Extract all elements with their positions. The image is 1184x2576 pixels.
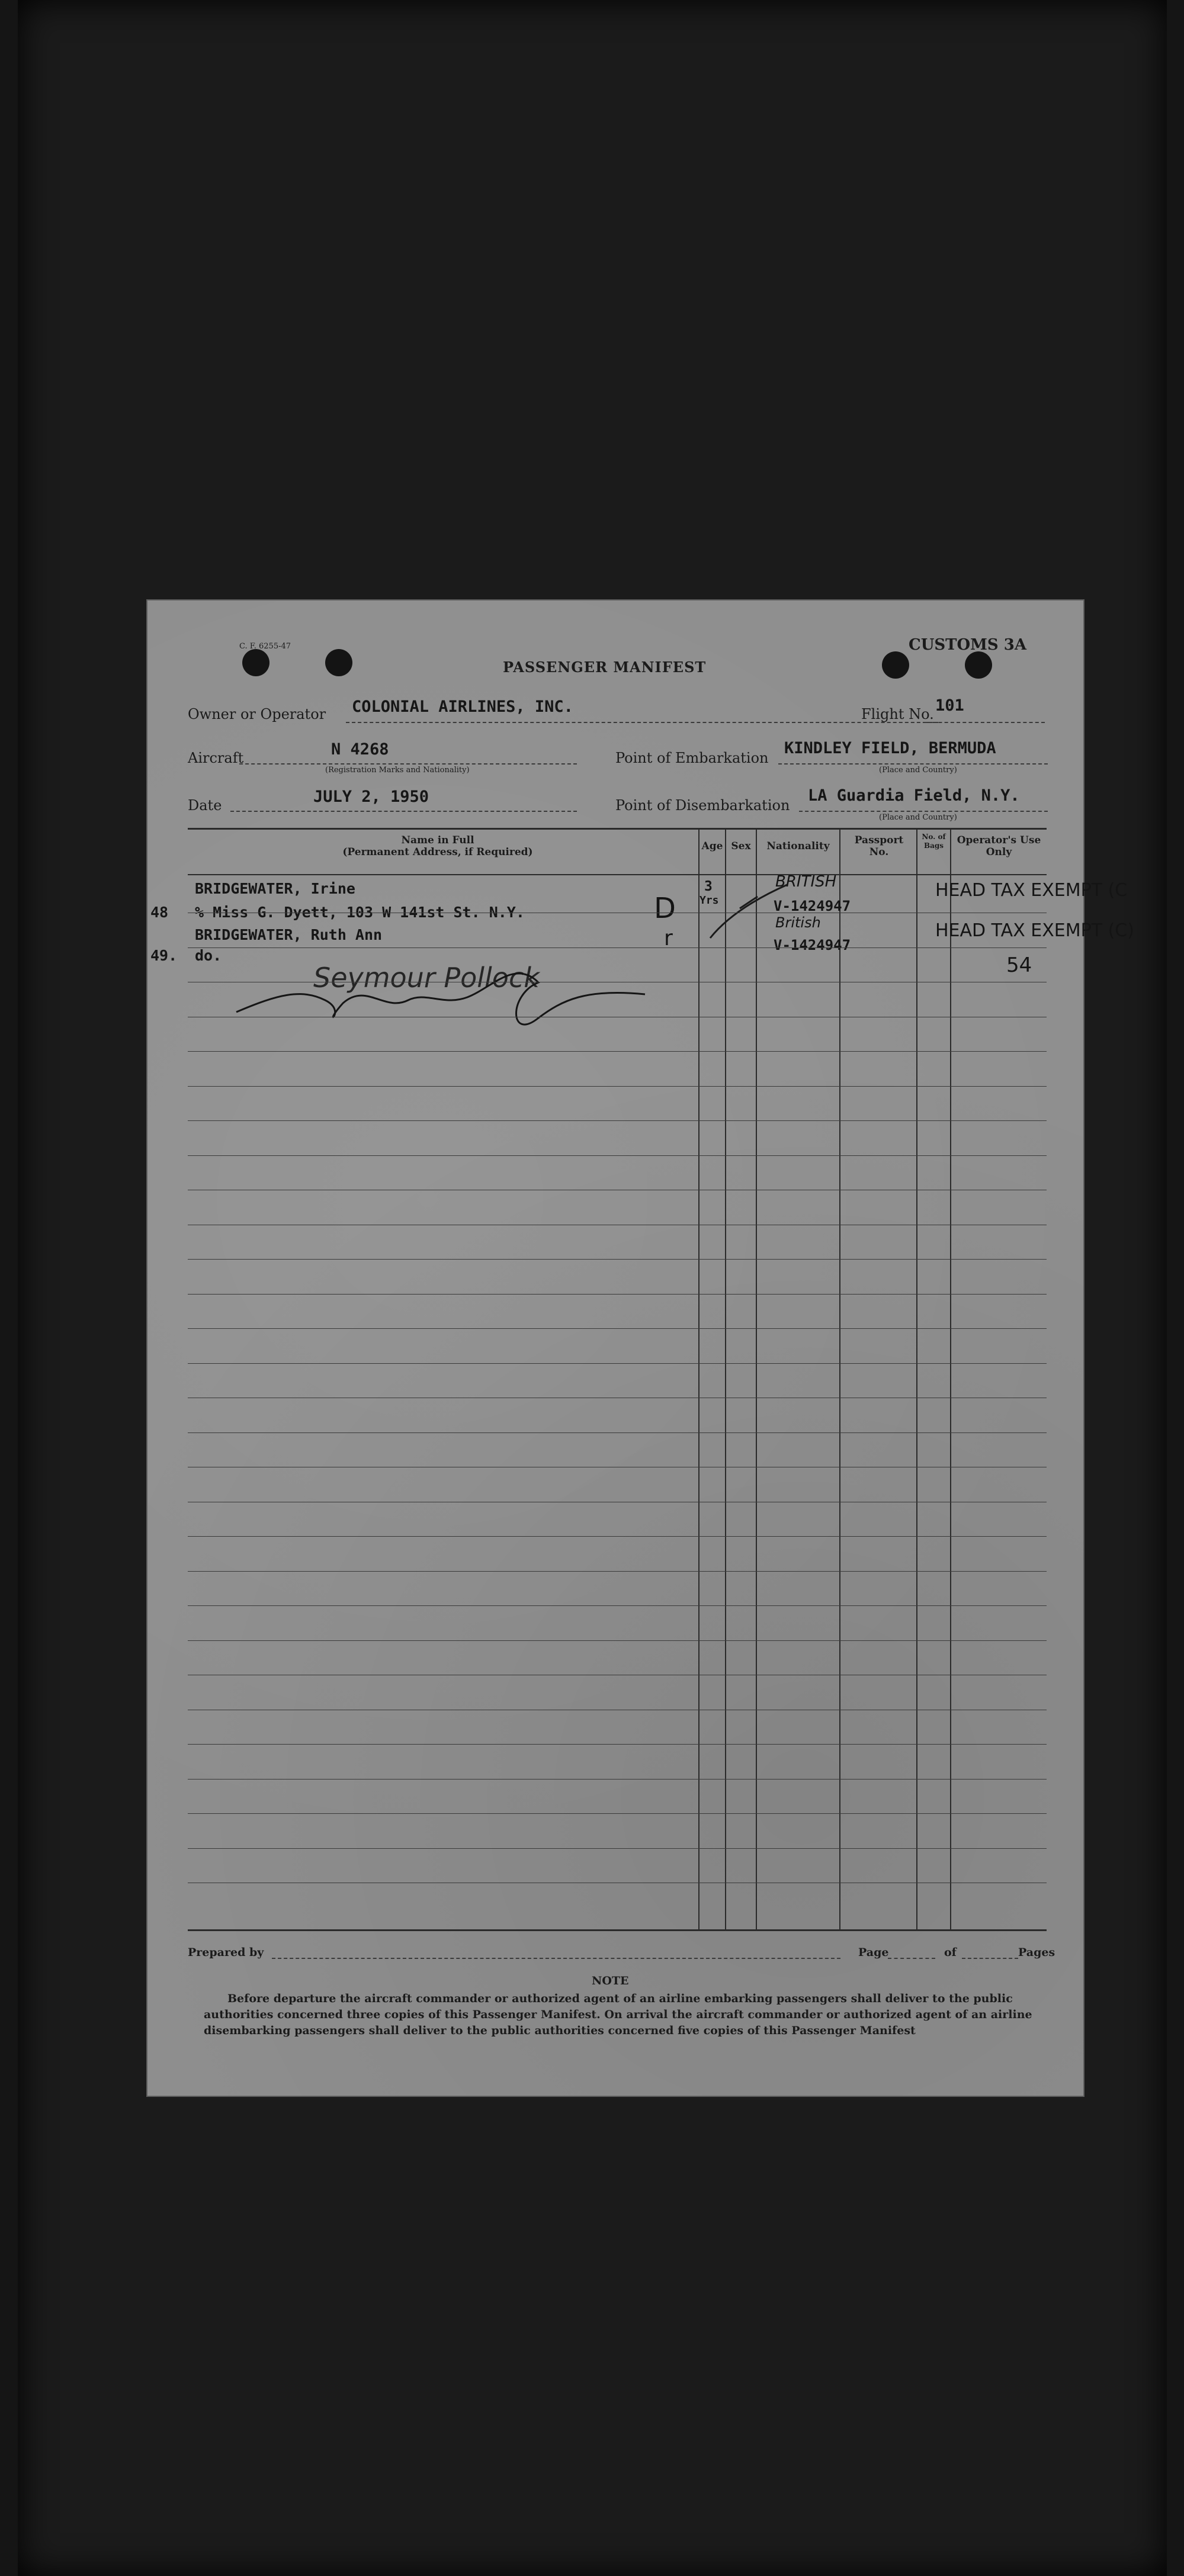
signature-mark bbox=[230, 947, 657, 1042]
row1-margin-number: 48 bbox=[150, 904, 169, 921]
date-underline bbox=[230, 811, 577, 812]
table-rule bbox=[188, 1605, 1047, 1606]
owner-underline bbox=[346, 722, 938, 723]
col-header-bags: No. of Bags bbox=[922, 833, 946, 850]
row2-nationality: British bbox=[775, 914, 821, 931]
table-rule bbox=[188, 1813, 1047, 1814]
note-text: Before departure the aircraft commander or authorized agent of an airline embarking passengers shall deliver to the public authorities concerned three copies of this Passenger Manifest. On arrival the aircraft commander or authorized agent of an airline disembarking passengers shall deliver to the public authorities concerned five copies of this Passenger Manifest bbox=[204, 1992, 1032, 2037]
table-rule bbox=[188, 1120, 1047, 1121]
table-rule bbox=[188, 1328, 1047, 1329]
table-rule bbox=[188, 1536, 1047, 1537]
aircraft-underline bbox=[239, 763, 577, 765]
table-rule bbox=[188, 1155, 1047, 1156]
col-header-age: Age bbox=[701, 840, 723, 852]
prepared-by-label: Prepared by bbox=[188, 1946, 264, 1959]
col-header-passport: Passport No. bbox=[854, 834, 904, 858]
table-rule bbox=[188, 947, 1047, 948]
row2-margin-number: 49. bbox=[150, 947, 178, 964]
aircraft-label: Aircraft bbox=[188, 750, 244, 766]
owner-label: Owner or Operator bbox=[188, 706, 326, 722]
col-divider-operator bbox=[950, 828, 951, 1929]
row1-passport: V-1424947 bbox=[774, 898, 851, 914]
punch-hole-left-1 bbox=[242, 649, 269, 676]
of-label: of bbox=[944, 1946, 957, 1959]
table-rule bbox=[188, 1259, 1047, 1260]
row1-handmark: D bbox=[654, 892, 676, 925]
form-title: PASSENGER MANIFEST bbox=[503, 659, 707, 676]
owner-value: COLONIAL AIRLINES, INC. bbox=[352, 698, 573, 716]
disembarkation-sublabel: (Place and Country) bbox=[879, 813, 957, 822]
col-header-name-title: Name in Full bbox=[401, 834, 474, 846]
col-header-sex: Sex bbox=[731, 840, 751, 852]
col-divider-age bbox=[698, 828, 700, 1929]
table-rule bbox=[188, 1294, 1047, 1295]
tick-marks bbox=[698, 873, 793, 944]
table-rule bbox=[188, 1848, 1047, 1849]
col-divider-bags bbox=[916, 828, 917, 1929]
row2-handmark: r bbox=[664, 926, 673, 950]
table-rule bbox=[188, 1640, 1047, 1641]
note-title: NOTE bbox=[592, 1974, 629, 1987]
pages-label: Pages bbox=[1018, 1946, 1055, 1959]
row2-operator-note: HEAD TAX EXEMPT (C) bbox=[935, 920, 1134, 941]
flight-value: 101 bbox=[935, 696, 964, 715]
aircraft-value: N 4268 bbox=[331, 740, 389, 759]
embarkation-underline bbox=[778, 763, 1048, 765]
date-label: Date bbox=[188, 797, 222, 814]
col-header-name bbox=[290, 834, 586, 858]
col-header-nationality: Nationality bbox=[766, 840, 830, 852]
embarkation-sublabel: (Place and Country) bbox=[879, 766, 957, 775]
table-header-bottom bbox=[188, 874, 1047, 875]
table-top-border bbox=[188, 828, 1047, 830]
col-header-name-sub: (Permanent Address, if Required) bbox=[342, 846, 533, 858]
row1-nationality: BRITISH bbox=[775, 873, 837, 891]
prepared-by-line bbox=[272, 1958, 840, 1959]
punch-hole-right-1 bbox=[882, 651, 909, 679]
page-label: Page bbox=[858, 1946, 889, 1959]
customs-label: CUSTOMS 3A bbox=[909, 636, 1027, 654]
disembarkation-underline bbox=[799, 811, 1048, 812]
row1-address: % Miss G. Dyett, 103 W 141st St. N.Y. bbox=[195, 904, 525, 921]
table-rule bbox=[188, 1779, 1047, 1780]
embarkation-label: Point of Embarkation bbox=[615, 750, 769, 766]
operator-number: 54 bbox=[1006, 953, 1032, 977]
row1-age-unit: Yrs bbox=[700, 894, 719, 907]
table-rule bbox=[188, 1363, 1047, 1364]
col-divider-sex bbox=[725, 828, 726, 1929]
row1-age: 3 bbox=[704, 879, 713, 894]
row2-name: BRIDGEWATER, Ruth Ann bbox=[195, 926, 383, 943]
flight-underline bbox=[926, 722, 1045, 723]
form-number: C. F. 6255-47 bbox=[239, 642, 291, 651]
punch-hole-left-2 bbox=[325, 649, 352, 676]
punch-hole-right-2 bbox=[965, 651, 992, 679]
aircraft-sublabel: (Registration Marks and Nationality) bbox=[325, 766, 470, 775]
page-line bbox=[888, 1958, 935, 1959]
table-rule bbox=[188, 1571, 1047, 1572]
col-divider-passport bbox=[839, 828, 840, 1929]
row1-name: BRIDGEWATER, Irine bbox=[195, 880, 355, 897]
flight-label: Flight No. bbox=[861, 706, 934, 722]
row1-operator-note: HEAD TAX EXEMPT (C bbox=[935, 880, 1128, 901]
table-bottom-border bbox=[188, 1929, 1047, 1931]
manifest-form bbox=[146, 599, 1134, 2097]
table-rule bbox=[188, 1086, 1047, 1087]
signature-text: Seymour Pollock bbox=[313, 962, 540, 994]
col-divider-nationality bbox=[756, 828, 757, 1929]
embarkation-value: KINDLEY FIELD, BERMUDA bbox=[784, 739, 996, 757]
disembarkation-label: Point of Disembarkation bbox=[615, 797, 790, 814]
row2-passport: V-1424947 bbox=[774, 937, 851, 953]
row2-address: do. bbox=[195, 947, 222, 964]
table-rule bbox=[188, 1744, 1047, 1745]
of-line bbox=[962, 1958, 1018, 1959]
table-rule bbox=[188, 1432, 1047, 1433]
col-header-operator: Operator's Use Only bbox=[957, 834, 1041, 858]
date-value: JULY 2, 1950 bbox=[313, 788, 429, 806]
table-rule bbox=[188, 1051, 1047, 1052]
disembarkation-value: LA Guardia Field, N.Y. bbox=[808, 786, 1020, 805]
